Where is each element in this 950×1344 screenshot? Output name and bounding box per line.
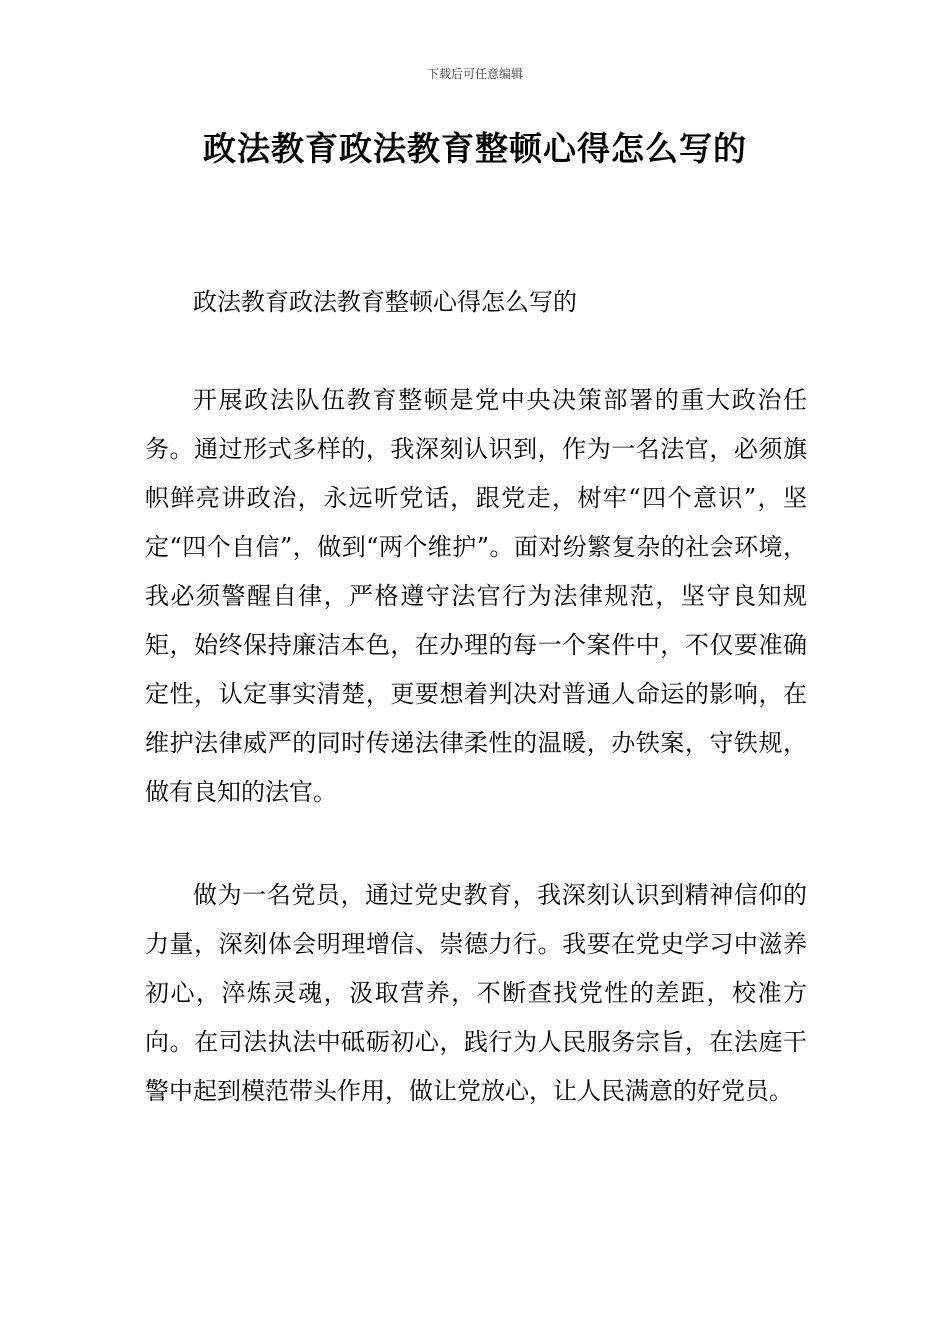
paragraph-2: 做为一名党员，通过党史教育，我深刻认识到精神信仰的力量，深刻体会明理增信、崇德力行。我要在党史学习中滋养初心，淬炼灵魂，汲取营养，不断查找党性的差距，校准方向。在司法执法中砥砺初心，践行为人民服务宗旨，在法庭干警中起到模范带头作用，做让党放心，让人民满意的好党员。 [145, 881, 807, 1105]
header-note: 下载后可任意编辑 [426, 67, 523, 81]
paragraph-1: 开展政法队伍教育整顿是党中央决策部署的重大政治任务。通过形式多样的，我深刻认识到，作为一名法官，必须旗帜鲜亮讲政治，永远听党话，跟党走，树牢“四个意识”，坚定“四个自信”，做到“两个维护”。面对纷繁复杂的社会环境，我必须警醒自律，严格遵守法官行为法律规范，坚守良知规矩，始终保持廉洁本色，在办理的每一个案件中，不仅要准确定性，认定事实清楚，更要想着判决对普通人命运的影响，在维护法律威严的同时传递法律柔性的温暖，办铁案，守铁规，做有良知的法官。 [145, 386, 807, 806]
document-title: 政法教育政法教育整顿心得怎么写的 [203, 129, 747, 168]
document-subtitle: 政法教育政法教育整顿心得怎么写的 [193, 288, 577, 316]
